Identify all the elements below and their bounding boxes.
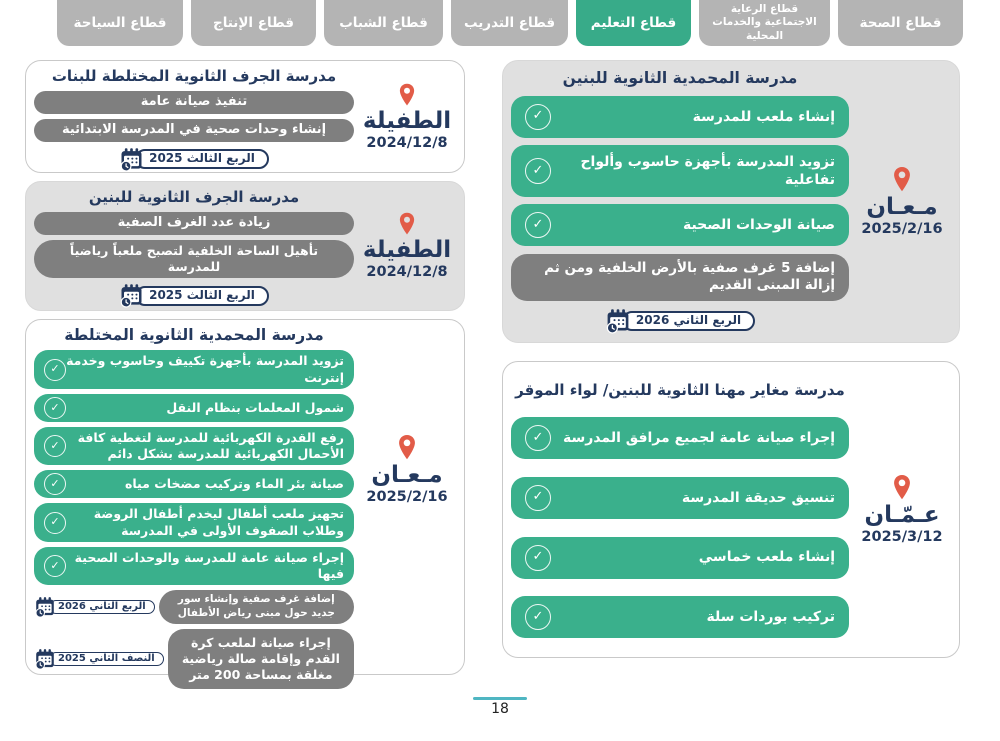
check-circle-icon: ✓	[44, 555, 66, 577]
task-planned-pill: تنفيذ صيانة عامة	[34, 91, 354, 114]
task-label: تركيب بوردات سلة	[706, 609, 835, 626]
tab-education-sector[interactable]: قطاع التعليم	[576, 0, 691, 46]
location-date: 2025/2/16	[366, 488, 448, 505]
task-label: تزويد المدرسة بأجهزة حاسوب وألواح تفاعلية	[580, 153, 835, 189]
task-done-pill	[511, 477, 849, 519]
location-block	[853, 368, 951, 651]
tab-training-sector[interactable]: قطاع التدريب	[451, 0, 568, 46]
check-circle-icon: ✓	[525, 545, 551, 571]
card-jarf-boys	[25, 181, 465, 311]
task-label: إنشاء ملعب خماسي	[698, 549, 835, 566]
location-block	[358, 67, 456, 166]
quarter-badge	[34, 596, 155, 618]
task-planned-row	[34, 590, 354, 623]
quarter-label: الربع الثاني 2026	[622, 311, 755, 331]
calendar-clock-icon	[34, 648, 56, 670]
task-done-pill	[511, 96, 849, 138]
task-done-pill	[511, 417, 849, 459]
task-label: إجراء صيانة عامة للمدرسة والوحدات الصحية فيها	[74, 549, 344, 582]
task-label: شمول المعلمات بنظام النقل	[166, 399, 344, 415]
school-title: مدرسة مغاير مهنا الثانوية للبنين/ لواء الموقر	[515, 380, 845, 399]
location-pin-icon	[398, 83, 416, 107]
card-mohammadiyah-mixed	[25, 319, 465, 683]
location-pin-icon	[892, 166, 912, 193]
task-done-pill	[34, 503, 354, 542]
quarter-badge	[34, 283, 354, 308]
school-title: مدرسة الجرف الثانوية للبنين	[88, 188, 300, 206]
task-done-pill	[34, 547, 354, 586]
check-circle-icon: ✓	[525, 104, 551, 130]
calendar-clock-icon	[605, 308, 631, 334]
location-block	[853, 67, 951, 336]
location-date: 2025/3/12	[861, 529, 943, 545]
location-date: 2025/2/16	[861, 221, 943, 237]
left-column	[25, 60, 465, 683]
task-done-pill	[511, 596, 849, 638]
quarter-badge	[511, 308, 849, 334]
quarter-badge	[34, 147, 354, 172]
check-circle-icon: ✓	[44, 473, 66, 495]
location-city: عـمّـان	[864, 502, 940, 528]
task-label: تنسيق حديقة المدرسة	[681, 489, 835, 506]
quarter-label: الربع الثالث 2025	[135, 286, 269, 306]
quarter-badge	[34, 648, 164, 670]
task-label: صيانة الوحدات الصحية	[682, 217, 835, 234]
sector-tab-bar	[0, 0, 1000, 46]
task-label: تجهيز ملعب أطفال ليخدم أطفال الروضة وطلاب الصفوف الأولى في المدرسة	[93, 506, 344, 538]
task-label: صيانة بئر الماء وتركيب مضخات مياه	[124, 476, 344, 492]
tab-health-sector[interactable]: قطاع الصحة	[838, 0, 963, 46]
location-date: 2024/12/8	[366, 134, 448, 151]
check-circle-icon: ✓	[44, 512, 66, 534]
location-date: 2024/12/8	[366, 264, 448, 280]
calendar-clock-icon	[119, 283, 144, 308]
task-planned-pill: إضافة 5 غرف صفية بالأرض الخلفية ومن ثم إزالة المبنى القديم	[511, 254, 849, 301]
card-body	[34, 67, 354, 166]
calendar-clock-icon	[119, 147, 144, 172]
task-planned-row	[34, 629, 354, 690]
tab-youth-sector[interactable]: قطاع الشباب	[324, 0, 443, 46]
location-block	[358, 188, 456, 304]
location-city: الطفيلة	[362, 107, 452, 134]
location-city: مـعـان	[866, 194, 938, 220]
location-pin-icon	[892, 474, 912, 501]
task-label: رفع القدرة الكهربائية للمدرسة لتغطية كافة الأحمال الكهربائية للمدرسة بشكل دائم	[77, 429, 344, 462]
card-body	[511, 368, 849, 651]
task-planned-pill: إنشاء وحدات صحية في المدرسة الابتدائية	[34, 119, 354, 142]
check-circle-icon: ✓	[44, 359, 66, 381]
school-title: مدرسة المحمدية الثانوية للبنين	[562, 69, 798, 88]
card-jarf-girls	[25, 60, 465, 173]
task-done-pill	[34, 394, 354, 422]
task-planned-pill: إجراء صيانة لملعب كرة القدم وإقامة صالة رياضية مغلقة بمساحة 200 متر	[168, 629, 354, 690]
task-done-pill	[511, 145, 849, 197]
location-city: مـعـان	[371, 461, 443, 488]
tab-production-sector[interactable]: قطاع الإنتاج	[191, 0, 316, 46]
task-planned-pill: تأهيل الساحة الخلفية لتصبح ملعباً رياضياً للمدرسة	[34, 240, 354, 279]
check-circle-icon: ✓	[525, 212, 551, 238]
card-body	[511, 67, 849, 336]
school-title: مدرسة المحمدية الثانوية المختلطة	[64, 326, 324, 344]
task-planned-pill: إضافة غرف صفية وإنشاء سور جديد حول مبنى رياض الأطفال	[159, 590, 354, 623]
card-body	[34, 188, 354, 304]
task-done-pill	[34, 427, 354, 466]
card-mohammadiyah-boys	[502, 60, 960, 343]
tab-tourism-sector[interactable]: قطاع السياحة	[57, 0, 183, 46]
task-label: إجراء صيانة عامة لجميع مرافق المدرسة	[563, 430, 835, 447]
school-title: مدرسة الجرف الثانوية المختلطة للبنات	[51, 67, 337, 85]
task-done-pill	[34, 350, 354, 389]
check-circle-icon: ✓	[525, 604, 551, 630]
quarter-label: الربع الثالث 2025	[135, 149, 269, 169]
check-circle-icon: ✓	[44, 397, 66, 419]
quarter-label: النصف الثاني 2025	[49, 652, 164, 666]
check-circle-icon: ✓	[44, 435, 66, 457]
card-maghayer-mihna	[502, 361, 960, 658]
task-label: إنشاء ملعب للمدرسة	[692, 108, 835, 125]
task-done-pill	[511, 204, 849, 246]
task-planned-pill: زيادة عدد الغرف الصفية	[34, 212, 354, 235]
task-label: تزويد المدرسة بأجهزة تكييف وحاسوب وخدمة إنترنت	[66, 353, 344, 385]
page-number: 18	[491, 701, 509, 717]
location-pin-icon	[397, 434, 417, 461]
check-circle-icon: ✓	[525, 485, 551, 511]
footer-divider	[473, 697, 527, 700]
task-done-pill	[34, 470, 354, 498]
quarter-label: الربع الثاني 2026	[49, 600, 155, 614]
tab-social-care-sector[interactable]: قطاع الرعاية الاجتماعية والخدمات المحلية	[699, 0, 830, 46]
check-circle-icon: ✓	[525, 158, 551, 184]
location-block	[358, 326, 456, 668]
calendar-clock-icon	[34, 596, 56, 618]
card-body	[34, 326, 354, 683]
content-area	[0, 46, 1000, 683]
task-done-pill	[511, 537, 849, 579]
location-pin-icon	[398, 212, 416, 236]
check-circle-icon: ✓	[525, 425, 551, 451]
location-city: الطفيلة	[362, 237, 452, 263]
page-footer	[0, 697, 1000, 717]
right-column	[502, 60, 960, 675]
